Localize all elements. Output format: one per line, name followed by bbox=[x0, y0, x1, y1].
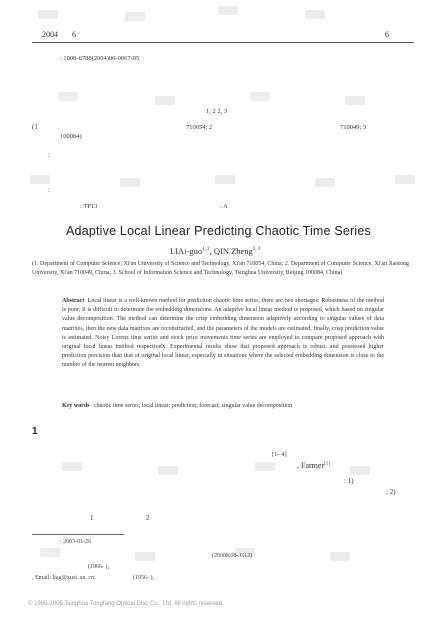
footnote-bio-2: (1956- ), bbox=[133, 575, 154, 581]
footnote-rule bbox=[32, 534, 124, 535]
body-farmer bbox=[297, 461, 330, 470]
header-rule bbox=[32, 42, 414, 43]
cn-classification: : TP13 bbox=[80, 203, 98, 210]
cn-keywords-marker: : bbox=[48, 186, 50, 194]
affiliation-text: (1. Department of Computer Science, Xi'an University of Science and Technology, Xi'an 710054, China; 2. Department of Computer Science, Xi'an Jiaotong University, Xi'an 710049, China; 3. School of Information Science and Technology, Tsinghua University, Beijing 100084, China) bbox=[32, 261, 409, 276]
journal-year: 2004 bbox=[42, 30, 58, 39]
author-1-affiliation: 1, 2 bbox=[202, 247, 210, 253]
abstract-label: Abstract bbox=[62, 298, 85, 304]
page-number: 6 bbox=[385, 30, 389, 39]
author-separator: , bbox=[209, 246, 214, 256]
author-2-affiliation: 2, 3 bbox=[252, 247, 261, 253]
article-title: Adaptive Local Linear Predicting Chaotic Time Series bbox=[66, 224, 371, 238]
footnote-email: , Email: liag@xust. sn. cn; bbox=[32, 575, 96, 581]
author-line bbox=[170, 246, 260, 256]
keywords-label: Key words bbox=[62, 403, 90, 409]
keywords-text: chaotic time series; local linear; prediction; forecast; singular value decomposition bbox=[94, 403, 293, 409]
author-2-name: QIN Zheng bbox=[213, 246, 253, 256]
body-farmer-text: , Farmer bbox=[297, 461, 325, 470]
body-figure-2: 2 bbox=[146, 514, 150, 522]
abstract-text: Local linear is a well-known method for prediction chaotic time series, there are two shortages: Robustness of the method is poor; it is difficult to determine the embedding dimensions. An adaptive local linear method is proposed, which based on singular value decomposition. The method can determine the crisp embedding dimension adaptively according to singular values of data matrixes, then the new data matrixes are reconstructed, and the parameters of the models are estimated, finally, crisp prediction value is estimated. Noisy Lorenz time series and stock price movements time series are employed to compare proposed approach with original local linear method respectively. Experimental results show that proposed approach is robust, and possessed higher prediction precision than that of original local linear, especially in situations where the selected embedding dimension is close to the number of the nearest neighbors. bbox=[62, 298, 385, 369]
footnote-grant: (2000K08- G12) bbox=[212, 553, 253, 559]
section-number: 1 bbox=[32, 426, 38, 437]
author-1-name: LIAi-guo bbox=[170, 246, 203, 256]
body-item-2: ; 2) bbox=[386, 488, 396, 496]
footnote-received: : 2003-01-26 bbox=[60, 539, 92, 545]
cn-affiliation-code-1: 710054; 2 bbox=[186, 124, 213, 131]
abstract-block bbox=[62, 297, 384, 371]
copyright-notice: © 1995-2005 Tsinghua Tongfang Optical Disc Co., Ltd. All rights reserved. bbox=[28, 601, 224, 607]
body-item-1: : 1) bbox=[344, 477, 354, 485]
cn-document-code: : A bbox=[220, 203, 228, 210]
body-farmer-ref: [1] bbox=[324, 461, 330, 467]
article-number: : 1000-6788(2004)06-0067-05 bbox=[60, 55, 140, 62]
cn-affiliation-open: (1 bbox=[32, 123, 38, 131]
journal-issue: 6 bbox=[72, 30, 76, 39]
body-figure-1: 1 bbox=[90, 514, 94, 522]
keywords-block bbox=[62, 402, 384, 411]
footnote-bio-1: (1966- ), bbox=[88, 564, 109, 570]
cn-affiliation-code-3: 100084) bbox=[60, 133, 82, 140]
cn-abstract-marker: : bbox=[48, 151, 50, 159]
cn-author-superscripts: 1, 2 2, 3 bbox=[206, 108, 228, 115]
cn-affiliation-code-2: 710049; 3 bbox=[340, 124, 367, 131]
body-reference: [1- 4] bbox=[272, 451, 287, 458]
